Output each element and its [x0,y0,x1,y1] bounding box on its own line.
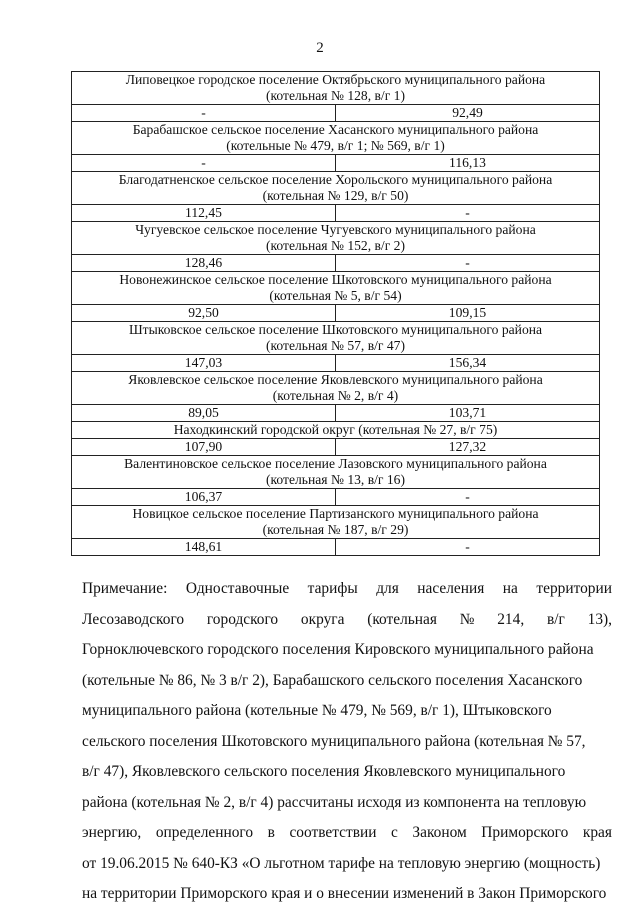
note-line [82,574,612,605]
settlement-header-row [72,222,600,255]
tariff-value-right: - [336,205,600,222]
tariff-value-right: - [336,489,600,506]
settlement-title: Яковлевское сельское поселение Яковлевского муниципального района [128,372,543,387]
note-word: от 19.06.2015 № 640-КЗ «О льготном тарифе на тепловую энергию (мощность) [82,854,601,872]
tariff-value-row [72,205,600,222]
tariff-value-right: - [336,539,600,556]
boiler-info: (котельная № 128, в/г 1) [265,88,406,103]
tariff-value-left: 106,37 [72,489,336,506]
note-word: соответствии [289,824,377,841]
settlement-title: Благодатненское сельское поселение Хорольского муниципального района [118,172,553,187]
note-word: 13), [587,610,612,628]
tariff-value-row [72,355,600,372]
tariff-table [71,71,600,556]
note-word: Приморского [481,824,569,841]
note-word: для [376,580,399,597]
note-word: тарифы [307,580,358,597]
settlement-header-row [72,122,600,155]
note-word: муниципального района (котельные № 479, № 569, в/г 1), Штыковского [82,702,552,719]
settlement-title: Новонежинское сельское поселение Шкотовского муниципального района [119,272,552,287]
note-word: территории [536,580,612,597]
settlement-header-row [72,422,600,439]
note-word: в/г 47), Яковлевского сельского поселения Яковлевского муниципального [82,763,566,780]
boiler-info: (котельные № 479, в/г 1; № 569, в/г 1) [226,138,445,153]
tariff-value-right: - [336,255,600,272]
settlement-header-row [72,372,600,405]
tariff-value-left: 89,05 [72,405,336,422]
settlement-header-cell [72,322,600,355]
note-word: Законом [412,824,467,841]
settlement-title: Штыковское сельское поселение Шкотовского муниципального района [128,322,543,337]
tariff-value-right: 116,13 [336,155,600,172]
note-word: № [459,610,475,628]
settlement-header-row [72,506,600,539]
note-word: района (котельная № 2, в/г 4) рассчитаны исходя из компонента на тепловую [82,793,587,811]
note-word: с [391,824,398,841]
boiler-info: (котельная № 57, в/г 47) [265,338,406,353]
note-word: края [582,824,612,841]
boiler-info: (котельная № 5, в/г 54) [269,288,402,303]
tariff-value-left: 92,50 [72,305,336,322]
tariff-value-right: 127,32 [336,439,600,456]
note-word: в/г [546,610,565,628]
settlement-title: Находкинский городской округ (котельная № 27, в/г 75) [173,422,498,437]
tariff-value-left: 107,90 [72,439,336,456]
page-number: 2 [316,40,324,56]
settlement-header-cell [72,172,600,205]
boiler-info: (котельная № 129, в/г 50) [262,188,409,203]
settlement-header-row [72,172,600,205]
settlement-title: Новицкое сельское поселение Партизанского муниципального района [132,506,539,521]
tariff-value-left: - [72,155,336,172]
note-line [82,605,612,636]
tariff-value-row [72,255,600,272]
note-word: городского [206,610,279,628]
note-word: 214, [497,610,525,628]
tariff-value-right: 92,49 [336,105,600,122]
tariff-value-row [72,439,600,456]
settlement-header-cell [72,272,600,305]
settlement-header-cell [72,456,600,489]
boiler-info: (котельная № 2, в/г 4) [272,388,399,403]
tariff-value-left: 128,46 [72,255,336,272]
note-line [82,727,612,758]
tariff-value-row [72,405,600,422]
settlement-header-cell [72,506,600,539]
tariff-value-right: 109,15 [336,305,600,322]
note-word: на [502,580,518,597]
settlement-header-row [72,72,600,105]
note-word: сельского поселения Шкотовского муниципального района (котельная № 57, [82,732,586,750]
tariff-value-right: 103,71 [336,405,600,422]
note-word: Примечание: [82,580,168,597]
note-word: (котельные № 86, № 3 в/г 2), Барабашского сельского поселения Хасанского [82,671,583,689]
tariff-value-left: 148,61 [72,539,336,556]
tariff-value-left: 147,03 [72,355,336,372]
note-line [82,849,612,880]
settlement-header-cell [72,372,600,405]
tariff-value-row [72,489,600,506]
note-line [82,818,612,849]
boiler-info: (котельная № 152, в/г 2) [265,238,406,253]
settlement-header-cell [72,72,600,105]
tariff-value-right: 156,34 [336,355,600,372]
note-line [82,788,612,819]
note-word: энергию, [82,824,142,841]
tariff-value-left: - [72,105,336,122]
note-word: округа [300,610,345,628]
note-word: населения [417,580,485,597]
tariff-value-row [72,539,600,556]
boiler-info: (котельная № 187, в/г 29) [262,522,409,537]
tariff-value-row [72,155,600,172]
note-word: определенного [155,824,254,841]
settlement-header-cell [72,422,600,439]
note-word: Горноключевского городского поселения Кировского муниципального района [82,641,594,658]
settlement-header-row [72,322,600,355]
tariff-value-left: 112,45 [72,205,336,222]
tariff-value-row [72,105,600,122]
note-line [82,757,612,788]
settlement-title: Чугуевское сельское поселение Чугуевского муниципального района [135,222,536,237]
settlement-header-cell [72,222,600,255]
note-line [82,696,612,727]
note-line [82,666,612,697]
note-word: в [267,824,275,841]
settlement-title: Валентиновское сельское поселение Лазовского муниципального района [124,456,547,471]
note-word: на территории Приморского края и о внесении изменений в Закон Приморского [82,885,607,902]
boiler-info: (котельная № 13, в/г 16) [265,472,406,487]
note-word: (котельная [367,610,437,628]
tariff-value-row [72,305,600,322]
settlement-header-cell [72,122,600,155]
settlement-title: Барабашское сельское поселение Хасанского муниципального района [132,122,539,137]
note-paragraph [82,574,612,910]
note-word: Лесозаводского [82,610,185,628]
note-word: Одноставочные [185,580,290,597]
settlement-header-row [72,456,600,489]
note-line [82,635,612,666]
settlement-header-row [72,272,600,305]
settlement-title: Липовецкое городское поселение Октябрьского муниципального района [125,72,546,87]
